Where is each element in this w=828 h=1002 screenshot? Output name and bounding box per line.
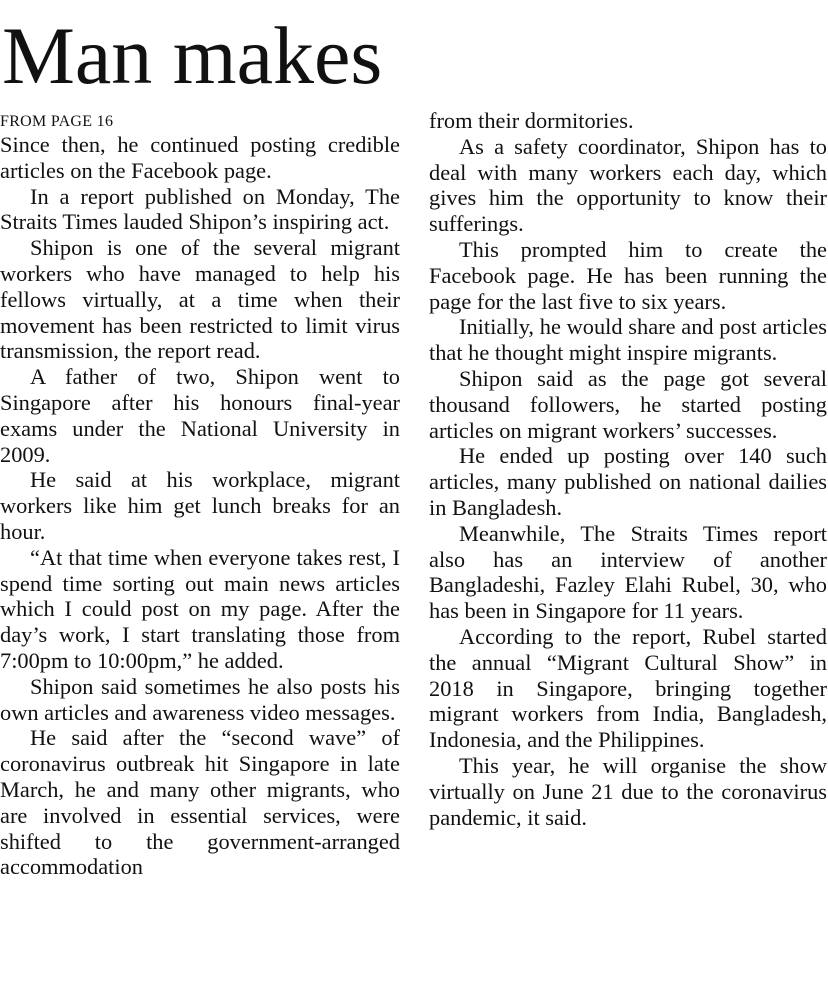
paragraph: Shipon said as the page got several thousand followers, he started posting articles on migrant workers’ successes. (429, 365, 827, 443)
article-column-left (0, 132, 400, 880)
page-continuation-label: FROM PAGE 16 (0, 113, 114, 130)
paragraph: A father of two, Shipon went to Singapore after his honours final-year exams under the National University in 2009. (0, 364, 400, 467)
paragraph: This prompted him to create the Facebook page. He has been running the page for the last five to six years. (429, 236, 827, 314)
article-column-right (429, 108, 827, 830)
paragraph: Initially, he would share and post articles that he thought might inspire migrants. (429, 314, 827, 366)
paragraph: He said after the “second wave” of coronavirus outbreak hit Singapore in late March, he and many other migrants, who are involved in essential services, were shifted to the government-arranged accommodation (0, 725, 400, 880)
paragraph: As a safety coordinator, Shipon has to deal with many workers each day, which gives him the opportunity to know their sufferings. (429, 133, 827, 237)
paragraph: This year, he will organise the show virtually on June 21 due to the coronavirus pandemic, it said. (429, 752, 827, 830)
paragraph: Since then, he continued posting credible articles on the Facebook page. (0, 132, 400, 183)
paragraph: Shipon said sometimes he also posts his own articles and awareness video messages. (0, 673, 400, 725)
paragraph: Shipon is one of the several migrant workers who have managed to help his fellows virtually, at a time when their movement has been restricted to limit virus transmission, the report read. (0, 235, 400, 364)
paragraph: In a report published on Monday, The Straits Times lauded Shipon’s inspiring act. (0, 183, 400, 235)
paragraph: He said at his workplace, migrant workers like him get lunch breaks for an hour. (0, 467, 400, 544)
paragraph: He ended up posting over 140 such articles, many published on national dailies in Bangladesh. (429, 443, 827, 520)
paragraph: Meanwhile, The Straits Times report also has an interview of another Bangladeshi, Fazley Elahi Rubel, 30, who has been in Singapore for 11 years. (429, 520, 827, 624)
paragraph: “At that time when everyone takes rest, I spend time sorting out main news articles which I could post on my page. After the day’s work, I start translating those from 7:00pm to 10:00pm,” he added. (0, 544, 400, 673)
paragraph: According to the report, Rubel started the annual “Migrant Cultural Show” in 2018 in Singapore, bringing together migrant workers from India, Bangladesh, Indonesia, and the Philippines. (429, 623, 827, 753)
paragraph: from their dormitories. (429, 108, 634, 133)
headline: Man makes (2, 10, 383, 101)
